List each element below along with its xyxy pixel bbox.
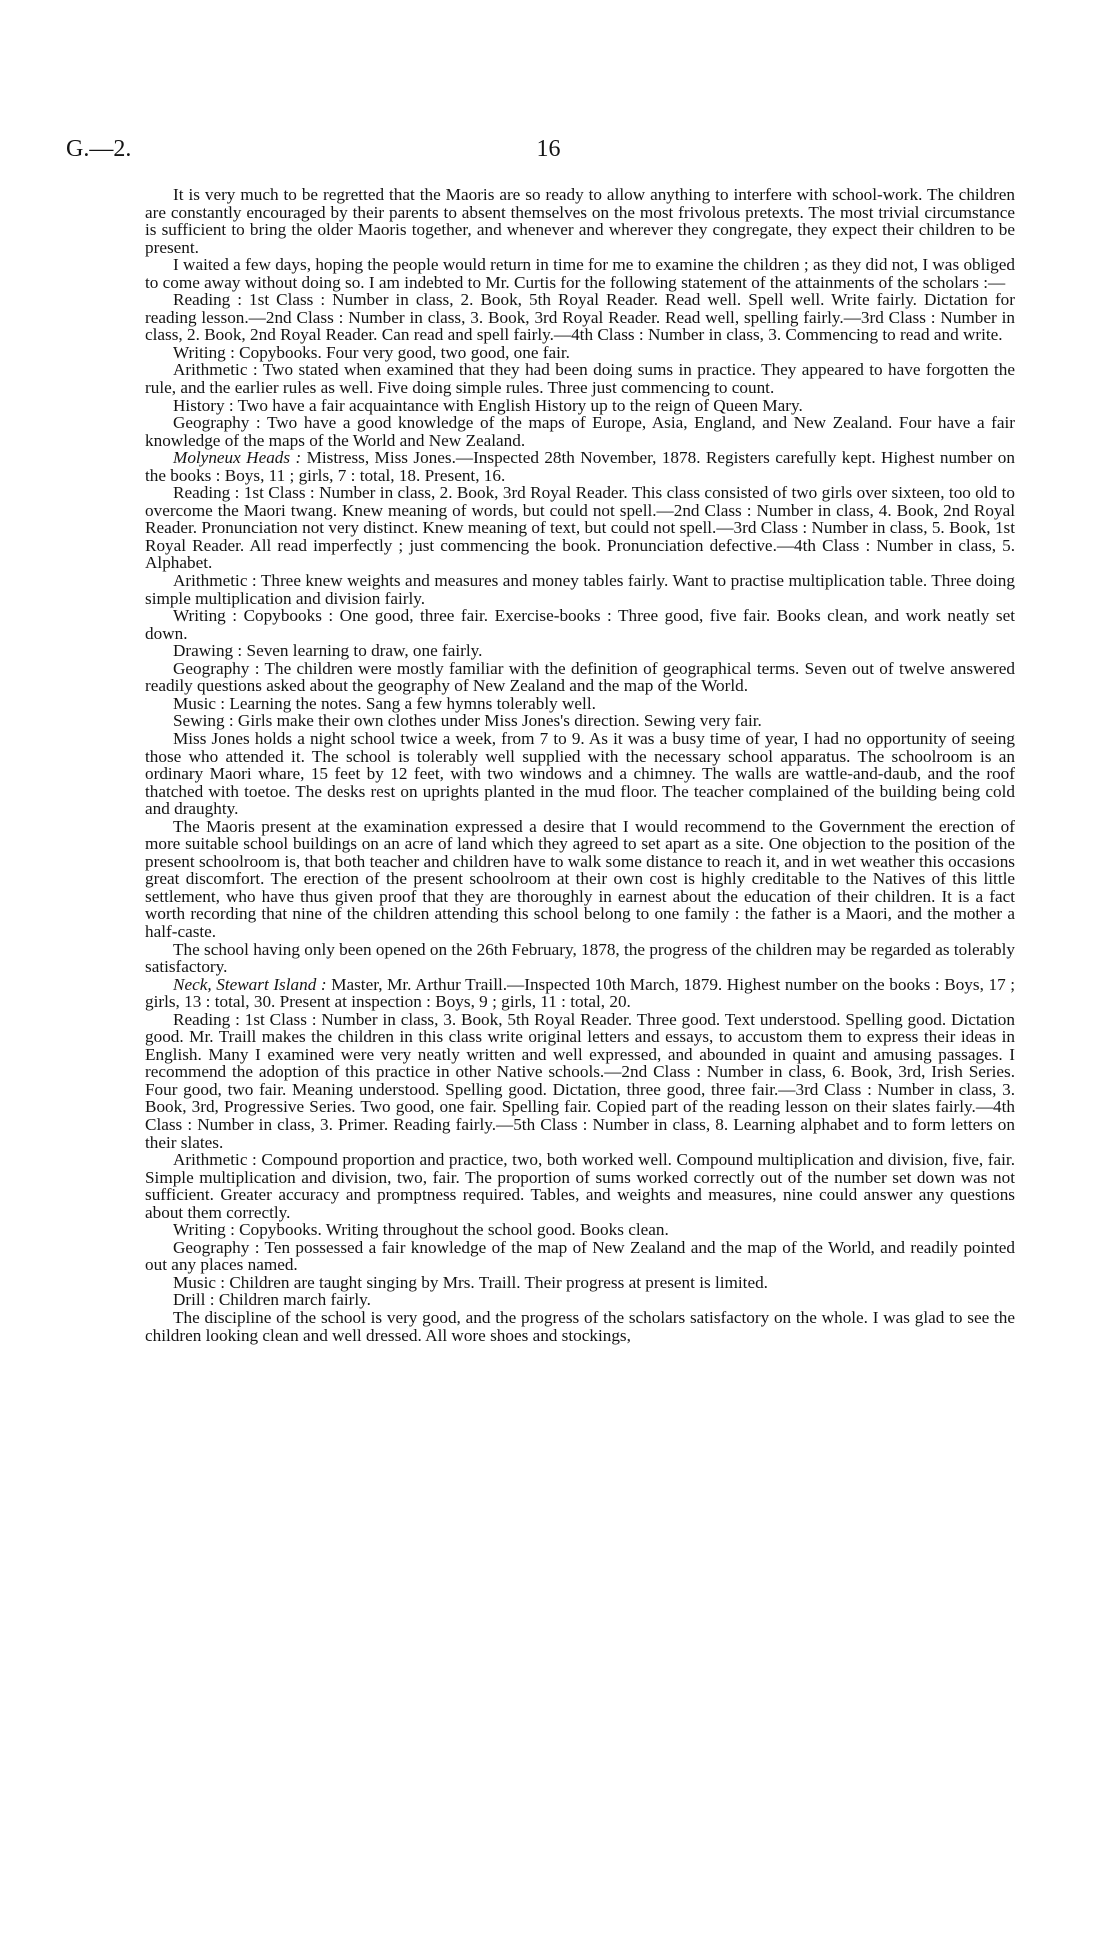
paragraph (145, 660, 1015, 695)
paragraph (145, 695, 1015, 713)
paragraph-text: The school having only been opened on the 26th February, 1878, the progress of the children may be regarded as tolerably satisfactory. (145, 939, 1015, 977)
paragraph-text: Geography : The children were mostly familiar with the definition of geographical terms. Seven out of twelve answered readily questions asked about the geography of New Zealand and the map of the World. (145, 658, 1015, 696)
paragraph-text: The discipline of the school is very good, and the progress of the scholars satisfactory on the whole. I was glad to see the children looking clean and well dressed. All wore shoes and stockings, (145, 1308, 1015, 1345)
paragraph-text: History : Two have a fair acquaintance with English History up to the reign of Queen Mary. (173, 395, 803, 415)
paragraph (145, 976, 1015, 1011)
paragraph (145, 1011, 1015, 1151)
paragraph (145, 572, 1015, 607)
paragraph-text: Music : Learning the notes. Sang a few hymns tolerably well. (173, 693, 596, 713)
paragraph (145, 642, 1015, 660)
paragraph (145, 1151, 1015, 1221)
paragraph-text: Arithmetic : Compound proportion and practice, two, both worked well. Compound multiplication and division, five, fair. Simple multiplication and division, two, fair. The proportion of sums worked correctly out of the number set down was not sufficient. Greater accuracy and promptness required. Tables, and weights and measures, nine could answer any questions about them correctly. (145, 1150, 1015, 1222)
paragraph (145, 484, 1015, 572)
paragraph (145, 607, 1015, 642)
paragraph-text: Geography : Two have a good knowledge of the maps of Europe, Asia, England, and New Zealand. Four have a fair knowledge of the maps of the World and New Zealand. (145, 413, 1015, 450)
paragraph-text: The Maoris present at the examination expressed a desire that I would recommend to the Government the erection of more suitable school buildings on an acre of land which they agreed to set apart as a site. One objection to the position of the present schoolroom is, that both teacher and children have to walk some distance to reach it, and in wet weather this occasions great discomfort. The erection of the present schoolroom at their own cost is highly creditable to the Natives of this little settlement, who have thus given proof that they are thoroughly in earnest about the education of their children. It is a fact worth recording that nine of the children attending this school belong to one family : the father is a Maori, and the mother a half-caste. (145, 816, 1015, 941)
paragraph (145, 818, 1015, 941)
paragraph (145, 449, 1015, 484)
paragraph-text: I waited a few days, hoping the people would return in time for me to examine the children ; as they did not, I was obliged to come away without doing so. I am indebted to Mr. Curtis for the following statement of the attainments of the scholars :— (145, 255, 1015, 292)
paragraph-text: Reading : 1st Class : Number in class, 3. Book, 5th Royal Reader. Three good. Text understood. Spelling good. Dictation good. Mr. Traill makes the children in this class write original letters and essays, to accustom them to express their ideas in English. Many I examined were very neatly written and well expressed, and abounded in quaint and amusing passages. I recommend the adoption of this practice in other Native schools.—2nd Class : Number in class, 6. Book, 3rd, Irish Series. Four good, two fair. Meaning understood. Spelling good. Dictation, three good, three fair.—3rd Class : Number in class, 3. Book, 3rd, Progressive Series. Two good, one fair. Spelling fair. Copied part of the reading lesson on their slates fairly.—4th Class : Number in class, 3. Primer. Reading fairly.—5th Class : Number in class, 8. Learning alphabet and to form letters on their slates. (145, 1009, 1015, 1152)
paragraph-text: Reading : 1st Class : Number in class, 2. Book, 3rd Royal Reader. This class consisted of two girls over sixteen, too old to overcome the Maori twang. Knew meaning of words, but could not spell.—2nd Class : Number in class, 4. Book, 2nd Royal Reader. Pronunciation not very distinct. Knew meaning of text, but could not spell.—3rd Class : Number in class, 5. Book, 1st Royal Reader. All read imperfectly ; just commencing the book. Pronunciation defective.—4th Class : Number in class, 5. Alphabet. (145, 483, 1015, 573)
paragraph (145, 1291, 1015, 1309)
paragraph (145, 291, 1015, 344)
paragraph (145, 397, 1015, 415)
paragraph (145, 1309, 1015, 1344)
paragraph-text: Geography : Ten possessed a fair knowledge of the map of New Zealand and the map of the World, and readily pointed out any places named. (145, 1237, 1015, 1275)
paragraph-text: Drill : Children march fairly. (173, 1290, 371, 1310)
paragraph (145, 1274, 1015, 1292)
paragraph (145, 414, 1015, 449)
paragraph-text: Arithmetic : Two stated when examined that they had been doing sums in practice. They appeared to have forgotten the rule, and the earlier rules as well. Five doing simple rules. Three just commencing to count. (145, 360, 1015, 398)
paragraph-text: Writing : Copybooks. Writing throughout the school good. Books clean. (173, 1220, 669, 1240)
paragraph-text: Writing : Copybooks : One good, three fair. Exercise-books : Three good, five fair. Books clean, and work neatly set down. (145, 606, 1015, 643)
paragraph-text: Drawing : Seven learning to draw, one fairly. (173, 641, 483, 661)
page-number: 16 (536, 136, 561, 162)
paragraph (145, 186, 1015, 256)
school-name: Molyneux Heads : (173, 448, 302, 468)
paragraph (145, 1221, 1015, 1239)
paragraph-text: Mistress, Miss Jones.—Inspected 28th November, 1878. Registers carefully kept. Highest number on the books : Boys, 11 ; girls, 7 : total, 18. Present, 16. (145, 448, 1015, 485)
paragraph (145, 361, 1015, 396)
paragraph-text: Master, Mr. Arthur Traill.—Inspected 10th March, 1879. Highest number on the books : Boys, 17 ; girls, 13 : total, 30. Present at inspection : Boys, 9 ; girls, 11 : total, 20. (145, 974, 1016, 1012)
page-header (66, 136, 1031, 172)
school-name: Neck, Stewart Island : (173, 974, 327, 994)
paragraph (145, 344, 1015, 362)
paragraph-text: Music : Children are taught singing by Mrs. Traill. Their progress at present is limited. (173, 1272, 768, 1292)
paragraph-text: Sewing : Girls make their own clothes under Miss Jones's direction. Sewing very fair. (173, 711, 762, 731)
paragraph (145, 941, 1015, 976)
paragraph-text: It is very much to be regretted that the Maoris are so ready to allow anything to interfere with school-work. The children are constantly encouraged by their parents to absent themselves on the most frivolous pretexts. The most trivial circumstance is sufficient to bring the older Maoris together, and whenever and wherever they congregate, they expect their children to be present. (145, 185, 1015, 257)
paragraph-text: Arithmetic : Three knew weights and measures and money tables fairly. Want to practise multiplication table. Three doing simple multiplication and division fairly. (145, 571, 1015, 608)
paragraph (145, 1239, 1015, 1274)
paragraph-text: Miss Jones holds a night school twice a week, from 7 to 9. As it was a busy time of year, I had no opportunity of seeing those who attended it. The school is tolerably well supplied with the necessary school apparatus. The schoolroom is an ordinary Maori whare, 15 feet by 12 feet, with two windows and a chimney. The walls are wattle-and-daub, and the roof thatched with toetoe. The desks rest on uprights planted in the mud floor. The teacher complained of the building being cold and draughty. (145, 728, 1015, 819)
paragraph-text: Reading : 1st Class : Number in class, 2. Book, 5th Royal Reader. Read well. Spell well. Write fairly. Dictation for reading lesson.—2nd Class : Number in class, 3. Book, 3rd Royal Reader. Read well, spelling fairly.—3rd Class : Number in class, 2. Book, 2nd Royal Reader. Can read and spell fairly.—4th Class : Number in class, 3. Commencing to read and write. (145, 290, 1015, 345)
body-text (145, 186, 1015, 1344)
paragraph (145, 730, 1015, 818)
paragraph (145, 256, 1015, 291)
paragraph-text: Writing : Copybooks. Four very good, two good, one fair. (173, 342, 570, 362)
document-reference: G.—2. (66, 136, 132, 162)
paragraph (145, 712, 1015, 730)
